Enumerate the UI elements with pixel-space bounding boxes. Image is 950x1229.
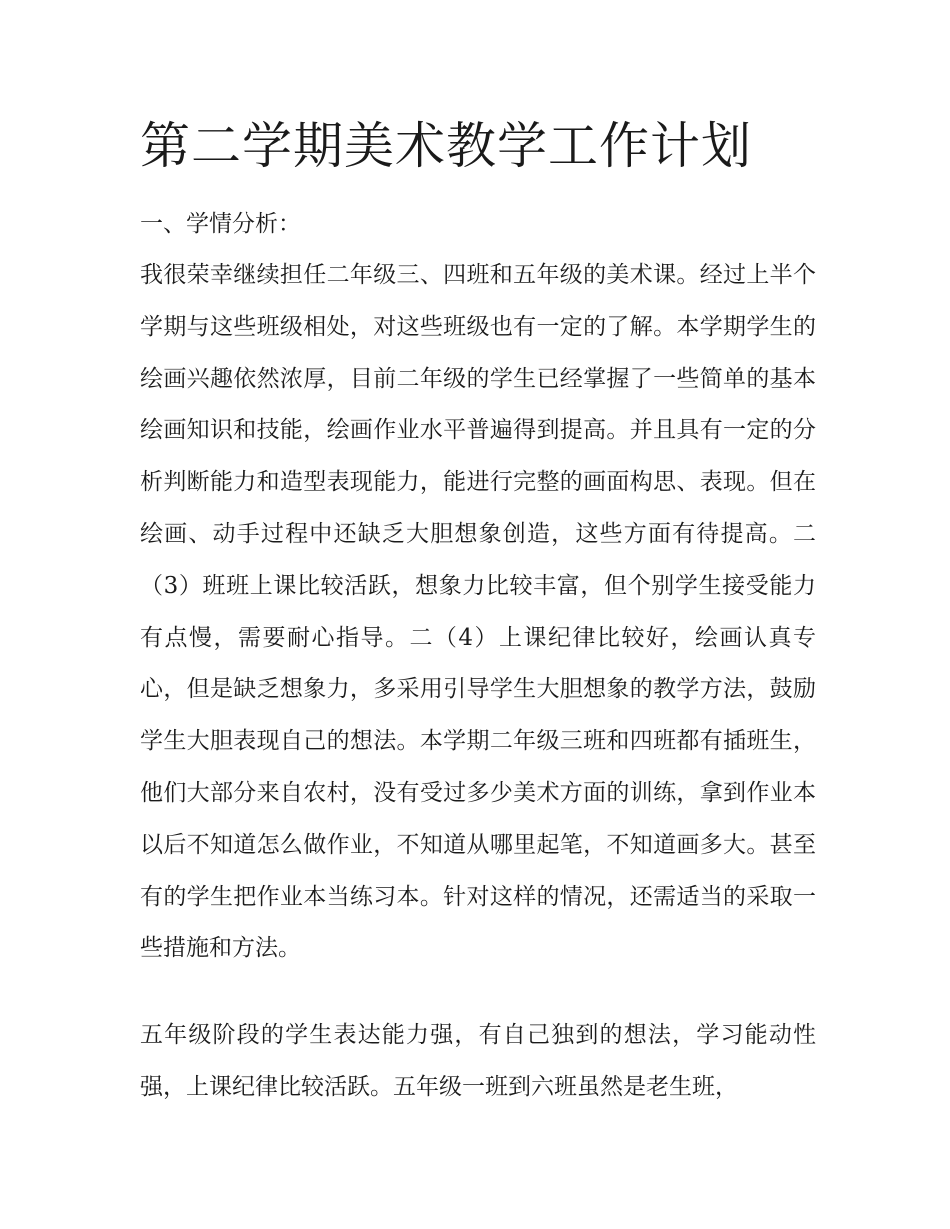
paragraph: 我很荣幸继续担任二年级三、四班和五年级的美术课。经过上半个学期与这些班级相处，对这些班级也有一定的了解。本学期学生的绘画兴趣依然浓厚，目前二年级的学生已经掌握了一些简单的基本绘画知识和技能，绘画作业水平普遍得到提高。并且具有一定的分析判断能力和造型表现能力，能进行完整的画面构思、表现。但在绘画、动手过程中还缺乏大胆想象创造，这些方面有待提高。二（3）班班上课比较活跃，想象力比较丰富，但个别学生接受能力有点慢，需要耐心指导。二（4）上课纪律比较好，绘画认真专心，但是缺乏想象力，多采用引导学生大胆想象的教学方法，鼓励学生大胆表现自己的想法。本学期二年级三班和四班都有插班生，他们大部分来自农村，没有受过多少美术方面的训练，拿到作业本以后不知道怎么做作业，不知道从哪里起笔，不知道画多大。甚至有的学生把作业本当练习本。针对这样的情况，还需适当的采取一些措施和方法。 [140, 262, 816, 962]
paragraph: 五年级阶段的学生表达能力强，有自己独到的想法，学习能动性强，上课纪律比较活跃。五年级一班到六班虽然是老生班， [140, 1022, 816, 1100]
document-title: 第二学期美术教学工作计划 [140, 117, 752, 175]
section-heading: 一、学情分析： [140, 211, 301, 237]
